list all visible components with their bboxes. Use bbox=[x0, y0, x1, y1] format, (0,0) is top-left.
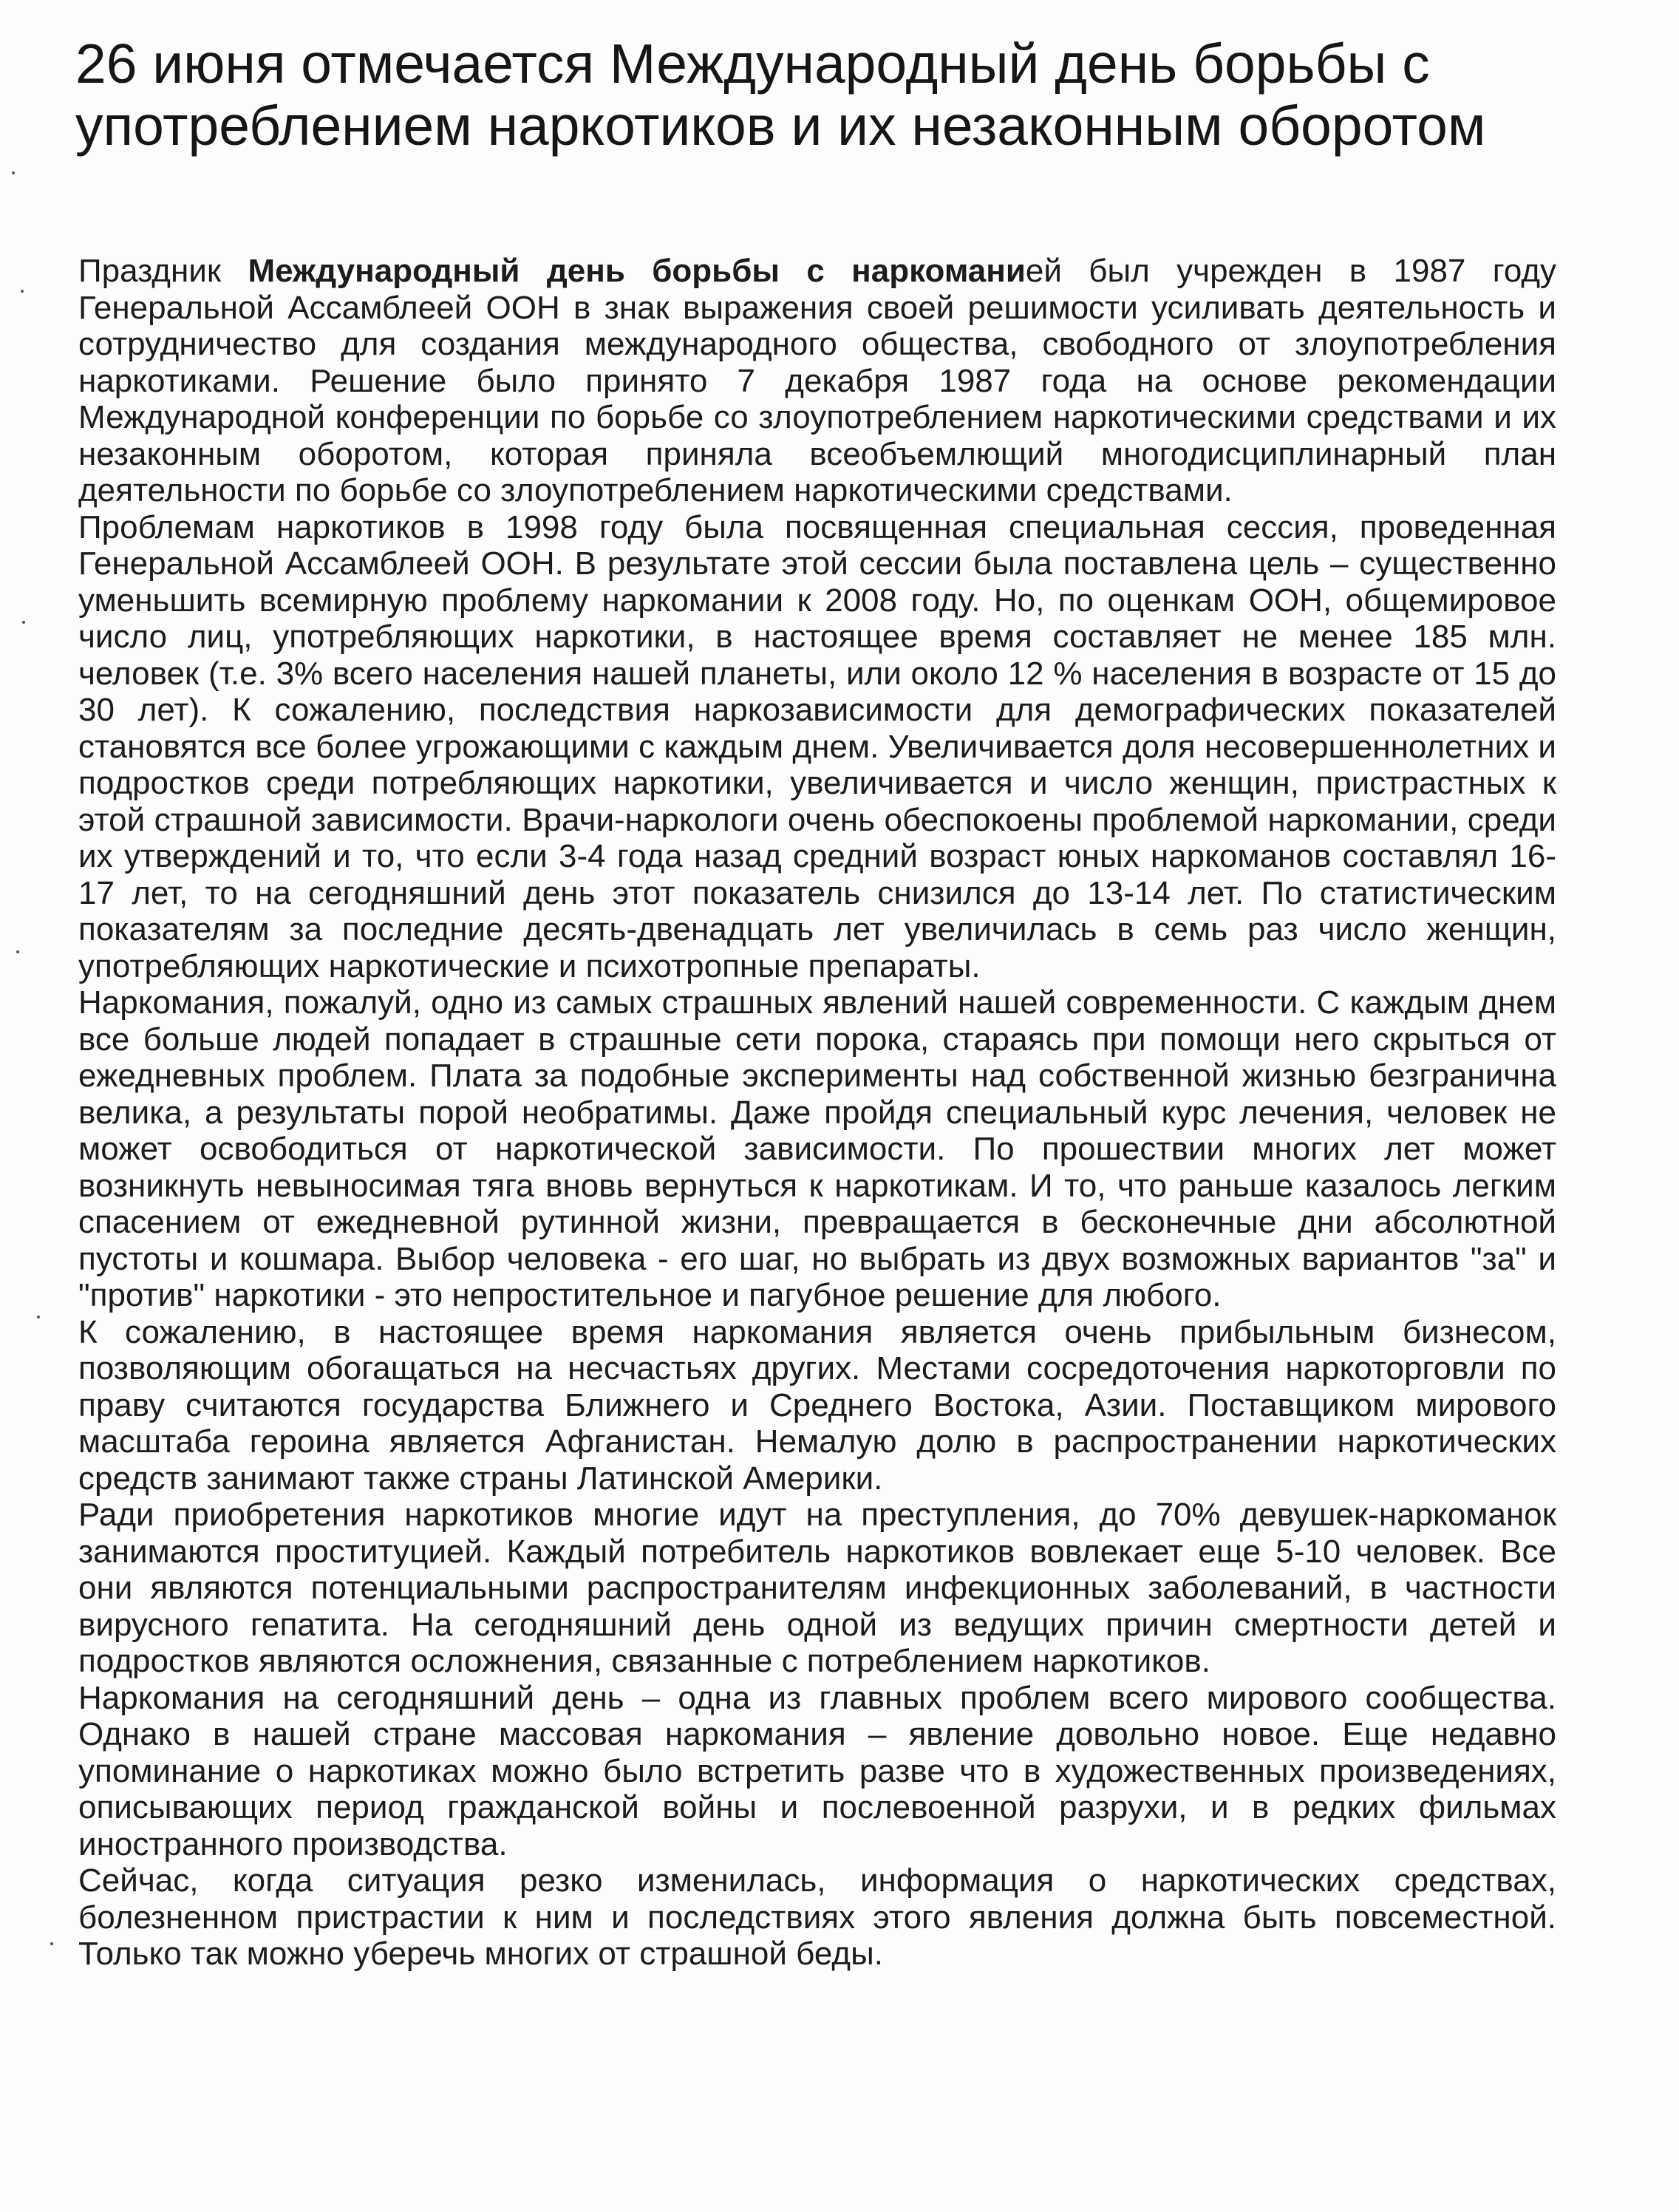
scan-speck bbox=[22, 621, 25, 624]
document-title: 26 июня отмечается Международный день борьбы с употреблением наркотиков и их незаконным оборотом bbox=[75, 33, 1486, 157]
scan-speck bbox=[12, 171, 15, 174]
paragraph-7: Сейчас, когда ситуация резко изменилась, информация о наркотических средствах, болезненном пристрастии к ним и последствиях этого явления должна быть повсеместной. Только так можно уберечь многих от страшной беды. bbox=[78, 1862, 1556, 1972]
document-body bbox=[78, 253, 1556, 1973]
paragraph-3: Наркомания, пожалуй, одно из самых страшных явлений нашей современности. С каждым днем все больше людей попадает в страшные сети порока, стараясь при помощи него скрыться от ежедневных проблем. Плата за подобные эксперименты над собственной жизнью безгранична велика, а результаты порой необратимы. Даже пройдя специальный курс лечения, человек не может освободиться от наркотической зависимости. По прошествии многих лет может возникнуть невыносимая тяга вновь вернуться к наркотикам. И то, что раньше казалось легким спасением от ежедневной рутинной жизни, превращается в бесконечные дни абсолютной пустоты и кошмара. Выбор человека - его шаг, но выбрать из двух возможных вариантов "за" и "против" наркотики - это непростительное и пагубное решение для любого. bbox=[78, 984, 1556, 1313]
scan-speck bbox=[50, 1942, 53, 1945]
paragraph-6: Наркомания на сегодняшний день – одна из главных проблем всего мирового сообщества. Однако в нашей стране массовая наркомания – явление довольно новое. Еще недавно упоминание о наркотиках можно было встретить разве что в художественных произведениях, описывающих период гражданской войны и послевоенной разрухи, и в редких фильмах иностранного производства. bbox=[78, 1679, 1556, 1862]
scan-speck bbox=[16, 950, 19, 953]
paragraph-5: Ради приобретения наркотиков многие идут на преступления, до 70% девушек-наркоманок занимаются проституцией. Каждый потребитель наркотиков вовлекает еще 5-10 человек. Все они являются потенциальными распространителям инфекционных заболеваний, в частности вирусного гепатита. На сегодняшний день одной из ведущих причин смертности детей и подростков являются осложнения, связанные с потреблением наркотиков. bbox=[78, 1497, 1556, 1679]
paragraph-1 bbox=[78, 253, 1556, 509]
paragraph-4: К сожалению, в настоящее время наркомания является очень прибыльным бизнесом, позволяющим обогащаться на несчастьях других. Местами сосредоточения наркоторговли по праву считаются государства Ближнего и Среднего Востока, Азии. Поставщиком мирового масштаба героина является Афганистан. Немалую долю в распространении наркотических средств занимают также страны Латинской Америки. bbox=[78, 1313, 1556, 1497]
paragraph-2: Проблемам наркотиков в 1998 году была посвященная специальная сессия, проведенная Генеральной Ассамблеей ООН. В результате этой сессии была поставлена цель – существенно уменьшить всемирную проблему наркомании к 2008 году. Но, по оценкам ООН, общемировое число лиц, употребляющих наркотики, в настоящее время составляет не менее 185 млн. человек (т.е. 3% всего населения нашей планеты, или около 12 % населения в возрасте от 15 до 30 лет). К сожалению, последствия наркозависимости для демографических показателей становятся все более угрожающими с каждым днем. Увеличивается доля несовершеннолетних и подростков среди потребляющих наркотики, увеличивается и число женщин, пристрастных к этой страшной зависимости. Врачи-наркологи очень обеспокоены проблемой наркомании, среди их утверждений и то, что если 3-4 года назад средний возраст юных наркоманов составлял 16-17 лет, то на сегодняшний день этот показатель снизился до 13-14 лет. По статистическим показателям за последние десять-двенадцать лет увеличилась в семь раз число женщин, употребляющих наркотические и психотропные препараты. bbox=[78, 508, 1556, 984]
paragraph-text: ей был учрежден в 1987 году Генеральной Ассамблеей ООН в знак выражения своей решимости усиливать деятельность и сотрудничество для создания международного общества, свободного от злоупотребления наркотиками. Решение было принято 7 декабря 1987 года на основе рекомендации Международной конференции по борьбе со злоупотреблением наркотическими средствами и их незаконным оборотом, которая приняла всеобъемлющий многодисциплинарный план деятельности по борьбе со злоупотреблением наркотическими средствами. bbox=[78, 253, 1557, 508]
paragraph-emphasis: Международный день борьбы с наркомани bbox=[248, 253, 1026, 289]
paragraph-lead: Праздник bbox=[78, 253, 248, 289]
scan-speck bbox=[37, 1316, 40, 1318]
scan-speck bbox=[21, 290, 24, 293]
